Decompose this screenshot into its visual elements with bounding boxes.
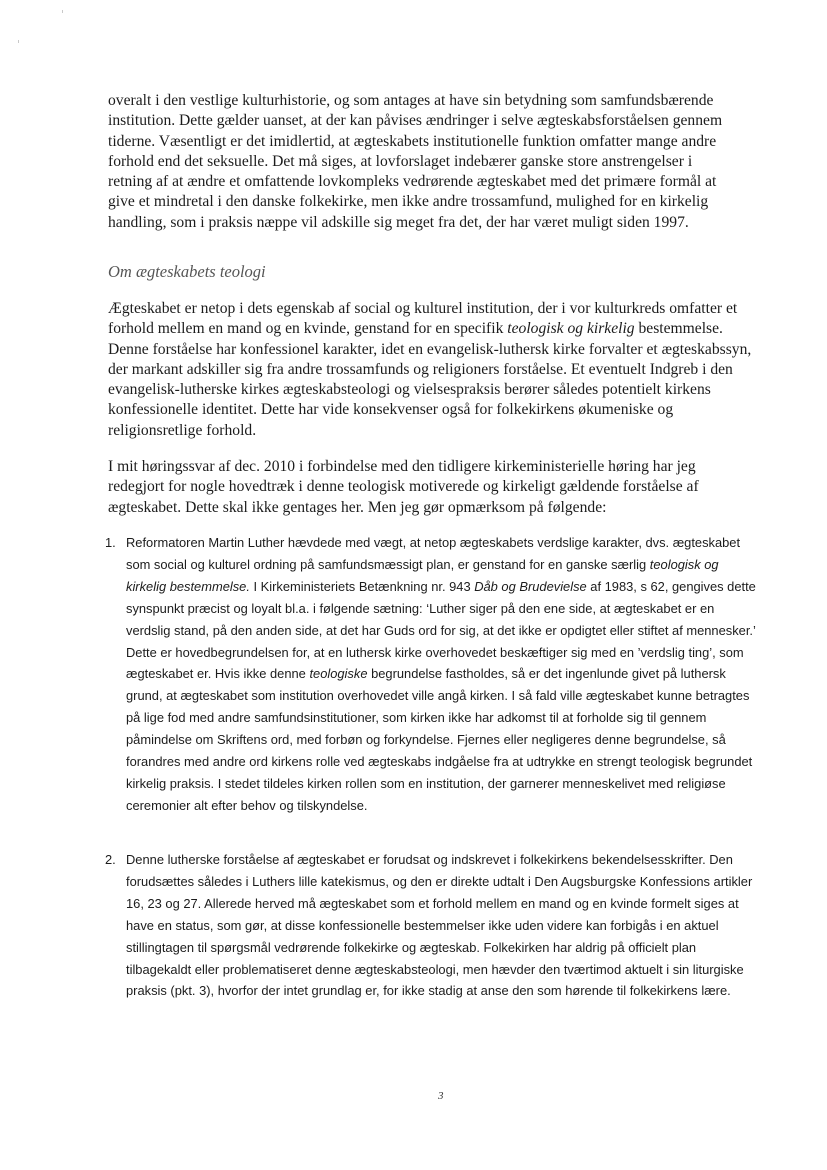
paragraph-text: Ægteskabet er netop i dets egenskab af social og kulturel institution, der i vor kulturkreds omfatter et forhold mellem en mand og en kvinde, genstand for en specifik	[108, 300, 738, 338]
list-number: 2.	[105, 852, 116, 867]
paragraph-theology	[108, 299, 756, 441]
list-item-text: begrundelse fastholdes, så er det ingenlunde givet på luthersk grund, at ægteskabet som institution overhovedet ville angå kirken. I så fald ville ægteskabet kunne betragtes på lige fod med andre samfundsinstitutioner, som kirken ikke har adkomst til at forholde sig til gennem påmindelse om Skriftens ord, med forbøn og forkyndelse. Fjernes eller negligeres denne begrundelse, så forandres med andre ord kirkens rolle ved ægteskabs indgåelse fra at udtrykke en strengt teologisk begrundet kirkelig praksis. I stedet tildeles kirken rollen som en institution, der garnerer menneskelivet med religiøse ceremonier alt efter behov og tilskyndelse.	[126, 666, 753, 813]
scan-speck	[62, 10, 63, 13]
emphasis-text: teologisk og kirkelig	[507, 320, 635, 338]
list-item-text: Reformatoren Martin Luther hævdede med vægt, at netop ægteskabets verdslige karakter, dvs. ægteskabet som social og kulturel ordning på samfundsmæssigt plan, er genstand for en ganske særlig	[126, 535, 741, 572]
emphasis-text: teologisk og kirkelig bestemmelse.	[126, 556, 719, 594]
list-number: 1.	[105, 535, 116, 550]
list-item-text: af 1983, s 62, gengives dette synspunkt præcist og loyalt bl.a. i følgende sætning: ‘Luther siger på den ene side, at ægteskabet er en verdslig stand, på den anden side, at det har Guds ord for sig, at det ikke er opdigtet eller stiftet af mennesker.’ Dette er hovedbegrundelsen for, at en luthersk kirke overhovedet beskæftiger sig med en ’verdslig ting’, som ægteskabet er. Hvis ikke denne	[126, 578, 756, 682]
scan-speck	[18, 40, 19, 43]
paragraph-text: bestemmelse. Denne forståelse har konfessionel karakter, idet en evangelisk-luthersk kirke forvalter et ægteskabssyn, der markant adskiller sig fra andre trossamfunds og religioners forståelse. Et eventuelt Indgreb i den evangelisk-lutherske kirkes ægteskabsteologi og vielsespraksis berører således potentielt kirkens konfessionelle identitet. Dette har vide konsekvenser også for folkekirkens økumeniske og religionsretlige forhold.	[108, 320, 752, 439]
list-item-text: I Kirkeministeriets Betænkning nr. 943	[249, 578, 475, 594]
emphasis-text: Dåb og Brudevielse	[474, 578, 587, 594]
paragraph-intro: overalt i den vestlige kulturhistorie, og som antages at have sin betydning som samfundsbærende institution. Dette gælder uanset, at der kan påvises ændringer i selve ægteskabsforståelsen gennem tiderne. Væsentligt er det imidlertid, at ægteskabets institutionelle funktion omfatter mange andre forhold end det seksuelle. Det må siges, at lovforslaget indebærer ganske store anstrengelser i retning af at ændre et omfattende lovkompleks vedrørende ægteskabet med det primære formål at give et mindretal i den danske folkekirke, men ikke andre trossamfund, mulighed for en kirkelig handling, som i praksis næppe vil adskille sig meget fra det, der har været muligt siden 1997.	[108, 92, 723, 231]
emphasis-text: teologiske	[309, 666, 368, 682]
list-item-confession: Denne lutherske forståelse af ægteskabet er forudsat og indskrevet i folkekirkens bekendelsesskrifter. Den forudsættes således i Luthers lille katekismus, og den er direkte udtalt i Den Augsburgske Konfessions artikler 16, 23 og 27. Allerede herved må ægteskabet som et forhold mellem en mand og en kvinde formelt siges at have en status, som gør, at disse konfessionelle bestemmelser ikke uden videre kan forbigås i en aktuel stillingtagen til spørgsmål vedrørende folkekirke og ægteskab. Folkekirken har aldrig på officielt plan tilbagekaldt eller problematiseret denne ægteskabsteologi, men hævder den tværtimod aktuelt i sin liturgiske praksis (pkt. 3), hvorfor der intet grundlag er, for ikke stadig at anse den som hørende til folkekirkens lære.	[126, 852, 753, 999]
page-number: 3	[438, 1090, 444, 1102]
paragraph-hearing-response: I mit høringssvar af dec. 2010 i forbindelse med den tidligere kirkeministerielle høring har jeg redegjort for nogle hovedtræk i denne teologisk motiverede og kirkeligt gældende forståelse af ægteskabet. Dette skal ikke gentages her. Men jeg gør opmærksom på følgende:	[108, 458, 699, 516]
list-item-luther	[126, 532, 759, 817]
section-heading: Om ægteskabets teologi	[108, 262, 266, 281]
